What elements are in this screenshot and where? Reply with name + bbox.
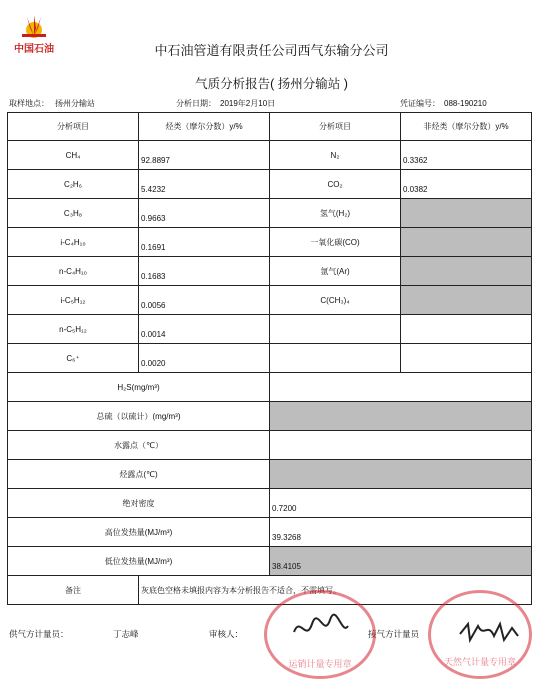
component-value-2 [401, 344, 532, 373]
table-row [8, 257, 532, 286]
right-stamp-text: 天然气计量专用章 [443, 657, 516, 667]
table-row [8, 141, 532, 170]
table-header-row [8, 113, 532, 141]
component-value: 0.0056 [139, 286, 270, 315]
cert-number-value: 088-190210 [444, 99, 487, 108]
component-value: 0.9663 [139, 199, 270, 228]
property-label: 烃露点(℃) [8, 460, 270, 489]
header-cell-non-hydrocarbon: 非烃类（摩尔分数）y/% [401, 113, 532, 141]
header-cell-hydrocarbon: 烃类（摩尔分数）y/% [139, 113, 270, 141]
table-row [8, 460, 532, 489]
table-row [8, 431, 532, 460]
receiver-label: 接气方计量员 [368, 629, 420, 639]
report-title: 气质分析报告( 扬州分输站 ) [195, 77, 348, 91]
analysis-table [7, 112, 532, 605]
component-value-2 [401, 315, 532, 344]
property-value: 39.3268 [270, 518, 532, 547]
component-name-2: C(CH₃)₄ [270, 286, 401, 315]
property-value: 0.7200 [270, 489, 532, 518]
analysis-date [176, 98, 289, 109]
component-value-2 [401, 286, 532, 315]
note-text: 灰底色空格未填报内容为本分析报告不适合，不需填写。 [139, 576, 532, 605]
property-value [270, 431, 532, 460]
reviewer-handwritten-signature [290, 612, 350, 652]
analysis-date-label: 分析日期： [176, 99, 216, 108]
component-value-2: 0.3362 [401, 141, 532, 170]
table-row [8, 402, 532, 431]
property-value [270, 460, 532, 489]
component-name: C₆⁺ [8, 344, 139, 373]
component-name-2: 氢气(H₂) [270, 199, 401, 228]
receiver-handwritten-signature [458, 618, 520, 650]
component-value-2 [401, 199, 532, 228]
table-row [8, 286, 532, 315]
component-value-2: 0.0382 [401, 170, 532, 199]
property-label: 总硫（以硫计）(mg/m³) [8, 402, 270, 431]
component-name-2: CO₂ [270, 170, 401, 199]
logo-text: 中国石油 [14, 44, 54, 55]
note-label: 备注 [8, 576, 139, 605]
property-label: 水露点（℃） [8, 431, 270, 460]
header-cell-item2: 分析项目 [270, 113, 401, 141]
sample-location-label: 取样地点： [9, 99, 49, 108]
component-name: C₃H₈ [8, 199, 139, 228]
table-row [8, 373, 532, 402]
supplier-signature-name: 丁志峰 [113, 629, 139, 639]
header-cell-item: 分析项目 [8, 113, 139, 141]
table-row [8, 170, 532, 199]
analysis-table-body [8, 113, 532, 605]
component-name-2 [270, 315, 401, 344]
component-name: n-C₅H₁₂ [8, 315, 139, 344]
company-name: 中石油管道有限责任公司西气东输分公司 [154, 43, 389, 58]
table-row [8, 489, 532, 518]
component-value: 92.8897 [139, 141, 270, 170]
property-label: 高位发热量(MJ/m³) [8, 518, 270, 547]
analysis-date-value: 2019年2月10日 [220, 99, 276, 108]
component-name: n-C₄H₁₀ [8, 257, 139, 286]
table-row [8, 547, 532, 576]
property-value: 38.4105 [270, 547, 532, 576]
component-name-2 [270, 344, 401, 373]
sample-location [9, 98, 109, 109]
reviewer-label: 审核人： [209, 629, 244, 639]
component-name: C₂H₆ [8, 170, 139, 199]
component-value: 5.4232 [139, 170, 270, 199]
cert-number-label: 凭证编号： [400, 99, 440, 108]
component-value: 0.1691 [139, 228, 270, 257]
table-row [8, 518, 532, 547]
component-name: CH₄ [8, 141, 139, 170]
property-label: 低位发热量(MJ/m³) [8, 547, 270, 576]
component-value: 0.0014 [139, 315, 270, 344]
sample-location-value: 扬州分输站 [55, 99, 95, 108]
component-name: i-C₅H₁₂ [8, 286, 139, 315]
supplier-signature-label: 供气方计量员： [9, 629, 69, 639]
component-name-2: 氩气(Ar) [270, 257, 401, 286]
property-label: H₂S(mg/m³) [8, 373, 270, 402]
component-name-2: N₂ [270, 141, 401, 170]
table-row [8, 199, 532, 228]
left-stamp-text: 运销计量专用章 [288, 659, 352, 669]
component-name-2: 一氧化碳(CO) [270, 228, 401, 257]
table-row [8, 315, 532, 344]
component-value-2 [401, 257, 532, 286]
table-row [8, 228, 532, 257]
property-value [270, 373, 532, 402]
component-value: 0.1683 [139, 257, 270, 286]
component-value: 0.0020 [139, 344, 270, 373]
cert-number [400, 98, 501, 109]
property-label: 绝对密度 [8, 489, 270, 518]
component-value-2 [401, 228, 532, 257]
table-row [8, 344, 532, 373]
component-name: i-C₄H₁₀ [8, 228, 139, 257]
property-value [270, 402, 532, 431]
petrochina-logo-icon [19, 14, 49, 38]
